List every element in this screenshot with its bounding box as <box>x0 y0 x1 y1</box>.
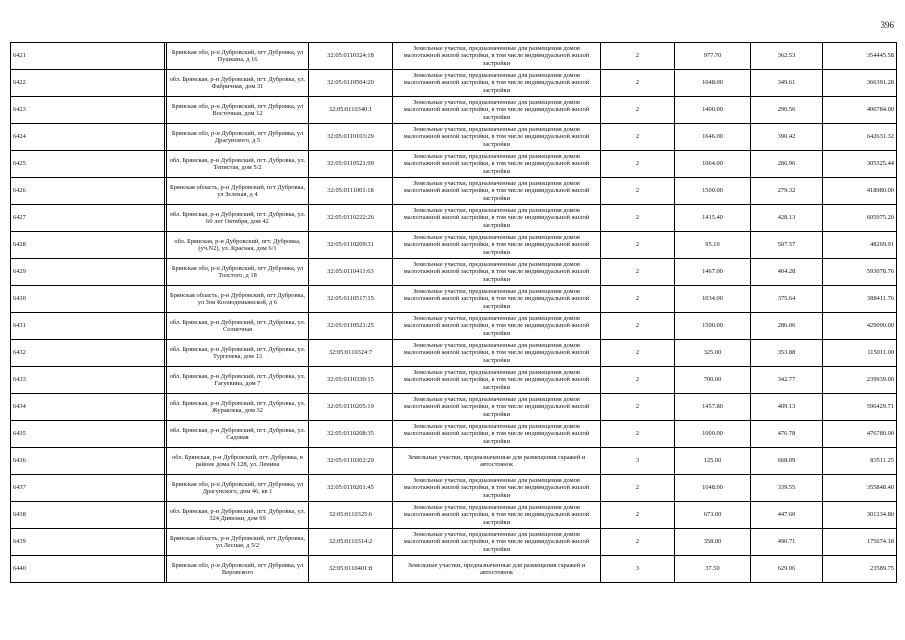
permitted-use-cell: Земельные участки, предназначенные для размещения домов малоэтажной жилой застройки, в том числе индивидуальной жилой застройки <box>393 232 601 259</box>
area-cell: 1400.00 <box>675 97 751 124</box>
use-group-cell: 2 <box>601 313 675 340</box>
row-number-cell: 6421 <box>11 43 165 70</box>
table-row <box>11 502 897 529</box>
use-group-cell: 2 <box>601 475 675 502</box>
permitted-use-cell: Земельные участки, предназначенные для размещения домов малоэтажной жилой застройки, в том числе индивидуальной жилой застройки <box>393 502 601 529</box>
cadastral-number-cell: 32:05:0110201:45 <box>309 475 393 502</box>
cadastral-number-cell: 32:05:0110103:29 <box>309 124 393 151</box>
permitted-use-cell: Земельные участки, предназначенные для размещения домов малоэтажной жилой застройки, в том числе индивидуальной жилой застройки <box>393 178 601 205</box>
row-number-cell: 6423 <box>11 97 165 124</box>
cadastral-value-cell: 23589.75 <box>823 556 897 583</box>
specific-value-cell: 490.71 <box>751 529 823 556</box>
row-number-cell: 6430 <box>11 286 165 313</box>
row-number-cell: 6433 <box>11 367 165 394</box>
cadastral-value-cell: 301234.80 <box>823 502 897 529</box>
row-number-cell: 6439 <box>11 529 165 556</box>
use-group-cell: 2 <box>601 286 675 313</box>
address-cell: обл. Брянская, р-н Дубровский, пгт. Дубровка, ул. Фабричная, дом 31 <box>167 70 309 97</box>
row-number-cell: 6429 <box>11 259 165 286</box>
table-row <box>11 43 897 70</box>
cadastral-number-cell: 32:05:0110209:31 <box>309 232 393 259</box>
specific-value-cell: 362.53 <box>751 43 823 70</box>
cadastral-value-cell: 593078.76 <box>823 259 897 286</box>
cadastral-value-cell: 605975.20 <box>823 205 897 232</box>
row-number-cell: 6428 <box>11 232 165 259</box>
cadastral-number-cell: 32:05:0110208:35 <box>309 421 393 448</box>
use-group-cell: 2 <box>601 43 675 70</box>
cadastral-value-cell: 83511.25 <box>823 448 897 475</box>
address-cell: Брянская область, р-н Дубровский, пгт Дубровка, ул Зои Космодемьянской, д 6 <box>167 286 309 313</box>
use-group-cell: 2 <box>601 178 675 205</box>
specific-value-cell: 286.06 <box>751 313 823 340</box>
specific-value-cell: 447.60 <box>751 502 823 529</box>
specific-value-cell: 353.88 <box>751 340 823 367</box>
cadastral-value-cell: 239939.00 <box>823 367 897 394</box>
page-number: 396 <box>880 20 894 30</box>
address-cell: обл. Брянская, р-н Дубровский, пгт. Дубровка, ул. Солнечная <box>167 313 309 340</box>
use-group-cell: 2 <box>601 97 675 124</box>
address-cell: обл. Брянская, р-н Дубровский, пгт. Дубровка, ул. 60 лет Октября, дом 42 <box>167 205 309 232</box>
use-group-cell: 2 <box>601 70 675 97</box>
table-row <box>11 475 897 502</box>
address-cell: обл. Брянская, р-н Дубровский, пгт. Дубровка, ул. Садовая <box>167 421 309 448</box>
area-cell: 1000.00 <box>675 421 751 448</box>
table-row <box>11 529 897 556</box>
table-row <box>11 232 897 259</box>
table-row <box>11 151 897 178</box>
cadastral-number-cell: 32:05:0111001:18 <box>309 178 393 205</box>
row-number-cell: 6434 <box>11 394 165 421</box>
permitted-use-cell: Земельные участки, предназначенные для размещения домов малоэтажной жилой застройки, в том числе индивидуальной жилой застройки <box>393 97 601 124</box>
cadastral-number-cell: 32:05:0110302:29 <box>309 448 393 475</box>
address-cell: Брянская область, р-н Дубровский, пгт Дубровка, ул Зеленая, д 4 <box>167 178 309 205</box>
cadastral-value-cell: 418980.00 <box>823 178 897 205</box>
row-number-cell: 6425 <box>11 151 165 178</box>
area-cell: 1415.40 <box>675 205 751 232</box>
specific-value-cell: 428.13 <box>751 205 823 232</box>
address-cell: обл. Брянская, р-н Дубровский, пгт. Дубровка, ул. Гагуевина, дом 7 <box>167 367 309 394</box>
table-row <box>11 421 897 448</box>
address-cell: обл. Брянская, р-н Дубровский, пгт. Дубровка, ул. 324 Дивизии, дом 69 <box>167 502 309 529</box>
use-group-cell: 2 <box>601 529 675 556</box>
cadastral-value-cell: 175674.18 <box>823 529 897 556</box>
area-cell: 1048.00 <box>675 70 751 97</box>
address-cell: обл. Брянская, р-н Дубровский, пгт. Дубровка, ул. Тепистая, дом 5/2 <box>167 151 309 178</box>
row-number-cell: 6437 <box>11 475 165 502</box>
row-number-cell: 6436 <box>11 448 165 475</box>
specific-value-cell: 290.56 <box>751 97 823 124</box>
area-cell: 1646.00 <box>675 124 751 151</box>
specific-value-cell: 375.64 <box>751 286 823 313</box>
area-cell: 1048.00 <box>675 475 751 502</box>
permitted-use-cell: Земельные участки, предназначенные для размещения домов малоэтажной жилой застройки, в том числе индивидуальной жилой застройки <box>393 70 601 97</box>
cadastral-value-cell: 406784.00 <box>823 97 897 124</box>
permitted-use-cell: Земельные участки, предназначенные для размещения домов малоэтажной жилой застройки, в том числе индивидуальной жилой застройки <box>393 529 601 556</box>
permitted-use-cell: Земельные участки, предназначенные для размещения домов малоэтажной жилой застройки, в том числе индивидуальной жилой застройки <box>393 394 601 421</box>
permitted-use-cell: Земельные участки, предназначенные для размещения домов малоэтажной жилой застройки, в том числе индивидуальной жилой застройки <box>393 367 601 394</box>
specific-value-cell: 409.13 <box>751 394 823 421</box>
cadastral-number-cell: 32:05:0110411:63 <box>309 259 393 286</box>
cadastral-number-cell: 32:05:0110314:2 <box>309 529 393 556</box>
cadastral-number-cell: 32:05:0110222:26 <box>309 205 393 232</box>
cadastral-value-cell: 305325.44 <box>823 151 897 178</box>
row-number-cell: 6427 <box>11 205 165 232</box>
row-number-cell: 6432 <box>11 340 165 367</box>
area-cell: 37.50 <box>675 556 751 583</box>
area-cell: 673.00 <box>675 502 751 529</box>
use-group-cell: 2 <box>601 124 675 151</box>
cadastral-number-cell: 32:05:0110521:99 <box>309 151 393 178</box>
specific-value-cell: 507.57 <box>751 232 823 259</box>
cadastral-number-cell: 32:05:0110521:25 <box>309 313 393 340</box>
permitted-use-cell: Земельные участки, предназначенные для размещения домов малоэтажной жилой застройки, в том числе индивидуальной жилой застройки <box>393 259 601 286</box>
use-group-cell: 3 <box>601 448 675 475</box>
specific-value-cell: 629.06 <box>751 556 823 583</box>
row-number-cell: 6435 <box>11 421 165 448</box>
permitted-use-cell: Земельные участки, предназначенные для размещения домов малоэтажной жилой застройки, в том числе индивидуальной жилой застройки <box>393 340 601 367</box>
permitted-use-cell: Земельные участки, предназначенные для размещения домов малоэтажной жилой застройки, в том числе индивидуальной жилой застройки <box>393 313 601 340</box>
permitted-use-cell: Земельные участки, предназначенные для размещения гаражей и автостоянок <box>393 556 601 583</box>
cadastral-number-cell: 32:05:0110205:19 <box>309 394 393 421</box>
use-group-cell: 2 <box>601 502 675 529</box>
table-row <box>11 70 897 97</box>
table-row <box>11 313 897 340</box>
area-cell: 977.70 <box>675 43 751 70</box>
permitted-use-cell: Земельные участки, предназначенные для размещения домов малоэтажной жилой застройки, в том числе индивидуальной жилой застройки <box>393 151 601 178</box>
area-cell: 1064.00 <box>675 151 751 178</box>
cadastral-number-cell: 32:05:0110504:20 <box>309 70 393 97</box>
table-row <box>11 367 897 394</box>
area-cell: 125.00 <box>675 448 751 475</box>
permitted-use-cell: Земельные участки, предназначенные для размещения гаражей и автостоянок <box>393 448 601 475</box>
address-cell: Брянская обл, р-н Дубровский, пгт Дубровка, ул Пушкина, д 16 <box>167 43 309 70</box>
cadastral-number-cell: 32:05:0110325:6 <box>309 502 393 529</box>
specific-value-cell: 668.09 <box>751 448 823 475</box>
cadastral-value-cell: 366391.28 <box>823 70 897 97</box>
table-row <box>11 394 897 421</box>
cadastral-number-cell: 32:05:0110324:18 <box>309 43 393 70</box>
area-cell: 700.00 <box>675 367 751 394</box>
table-row <box>11 286 897 313</box>
specific-value-cell: 476.78 <box>751 421 823 448</box>
cadastral-value-cell: 354445.58 <box>823 43 897 70</box>
specific-value-cell: 342.77 <box>751 367 823 394</box>
table-row <box>11 259 897 286</box>
cadastral-value-cell: 596429.71 <box>823 394 897 421</box>
use-group-cell: 2 <box>601 151 675 178</box>
permitted-use-cell: Земельные участки, предназначенные для размещения домов малоэтажной жилой застройки, в том числе индивидуальной жилой застройки <box>393 475 601 502</box>
permitted-use-cell: Земельные участки, предназначенные для размещения домов малоэтажной жилой застройки, в том числе индивидуальной жилой застройки <box>393 43 601 70</box>
permitted-use-cell: Земельные участки, предназначенные для размещения домов малоэтажной жилой застройки, в том числе индивидуальной жилой застройки <box>393 205 601 232</box>
cadastral-value-cell: 48269.91 <box>823 232 897 259</box>
use-group-cell: 2 <box>601 394 675 421</box>
address-cell: Брянская область, р-н Дубровский, пгт Дубровка, ул Лесная, д 5/2 <box>167 529 309 556</box>
area-cell: 358.00 <box>675 529 751 556</box>
cadastral-value-cell: 642631.32 <box>823 124 897 151</box>
specific-value-cell: 286.96 <box>751 151 823 178</box>
specific-value-cell: 339.55 <box>751 475 823 502</box>
address-cell: обл. Брянская, р-н Дубровский, пгт. Дубровка, ул. Тургенева, дом 13 <box>167 340 309 367</box>
permitted-use-cell: Земельные участки, предназначенные для размещения домов малоэтажной жилой застройки, в том числе индивидуальной жилой застройки <box>393 286 601 313</box>
cadastral-value-cell: 355848.40 <box>823 475 897 502</box>
cadastral-value-cell: 115011.00 <box>823 340 897 367</box>
address-cell: обл. Брянская, р-н Дубровский, пгт. Дубровка, ул. Журавлева, дом 32 <box>167 394 309 421</box>
land-registry-table <box>10 42 897 583</box>
table-row <box>11 97 897 124</box>
permitted-use-cell: Земельные участки, предназначенные для размещения домов малоэтажной жилой застройки, в том числе индивидуальной жилой застройки <box>393 421 601 448</box>
permitted-use-cell: Земельные участки, предназначенные для размещения домов малоэтажной жилой застройки, в том числе индивидуальной жилой застройки <box>393 124 601 151</box>
use-group-cell: 2 <box>601 340 675 367</box>
cadastral-number-cell: 32:05:0110517:15 <box>309 286 393 313</box>
cadastral-number-cell: 32:05:0110324:7 <box>309 340 393 367</box>
cadastral-number-cell: 32:05:0110401:8 <box>309 556 393 583</box>
specific-value-cell: 279.32 <box>751 178 823 205</box>
cadastral-number-cell: 32:05:0110330:15 <box>309 367 393 394</box>
cadastral-value-cell: 429090.00 <box>823 313 897 340</box>
address-cell: Брянская обл, р-н Дубровский, пгт Дубровка, ул Толстого, д 18 <box>167 259 309 286</box>
use-group-cell: 2 <box>601 259 675 286</box>
use-group-cell: 2 <box>601 205 675 232</box>
row-number-cell: 6422 <box>11 70 165 97</box>
address-cell: Брянская обл, р-н Дубровский, пгт Дубровка, ул Восточная, дом 12 <box>167 97 309 124</box>
specific-value-cell: 349.61 <box>751 70 823 97</box>
address-cell: Брянская обл, р-н Дубровский, пгт Дубровка, ул Драгунского, дом 46, кв 1 <box>167 475 309 502</box>
cadastral-number-cell: 32:05:0110340:1 <box>309 97 393 124</box>
table-row <box>11 556 897 583</box>
table-row <box>11 448 897 475</box>
row-number-cell: 6431 <box>11 313 165 340</box>
area-cell: 1034.00 <box>675 286 751 313</box>
registry-body <box>11 43 897 583</box>
area-cell: 1457.80 <box>675 394 751 421</box>
area-cell: 95.10 <box>675 232 751 259</box>
area-cell: 1500.00 <box>675 178 751 205</box>
row-number-cell: 6424 <box>11 124 165 151</box>
table-row <box>11 205 897 232</box>
table-row <box>11 124 897 151</box>
use-group-cell: 2 <box>601 232 675 259</box>
use-group-cell: 2 <box>601 421 675 448</box>
address-cell: Брянская обл, р-н Дубровский, пгт Дубровка, ул Драгунского, д 5 <box>167 124 309 151</box>
address-cell: обл. Брянская, р-н Дубровский, пгт. Дубровка, (уч.N2), ул. Красная, дом 6/1 <box>167 232 309 259</box>
row-number-cell: 6438 <box>11 502 165 529</box>
table-row <box>11 340 897 367</box>
address-cell: Брянская обл, р-н Дубровский, пгт Дубровка, ул Воровского <box>167 556 309 583</box>
specific-value-cell: 404.28 <box>751 259 823 286</box>
use-group-cell: 2 <box>601 367 675 394</box>
area-cell: 325.00 <box>675 340 751 367</box>
use-group-cell: 3 <box>601 556 675 583</box>
table-row <box>11 178 897 205</box>
area-cell: 1500.00 <box>675 313 751 340</box>
cadastral-value-cell: 476780.00 <box>823 421 897 448</box>
address-cell: обл. Брянская, р-н Дубровский, пгт. Дубровка, в районе дома N 128, ул. Ленина <box>167 448 309 475</box>
area-cell: 1467.00 <box>675 259 751 286</box>
cadastral-value-cell: 388411.76 <box>823 286 897 313</box>
row-number-cell: 6440 <box>11 556 165 583</box>
row-number-cell: 6426 <box>11 178 165 205</box>
specific-value-cell: 390.42 <box>751 124 823 151</box>
